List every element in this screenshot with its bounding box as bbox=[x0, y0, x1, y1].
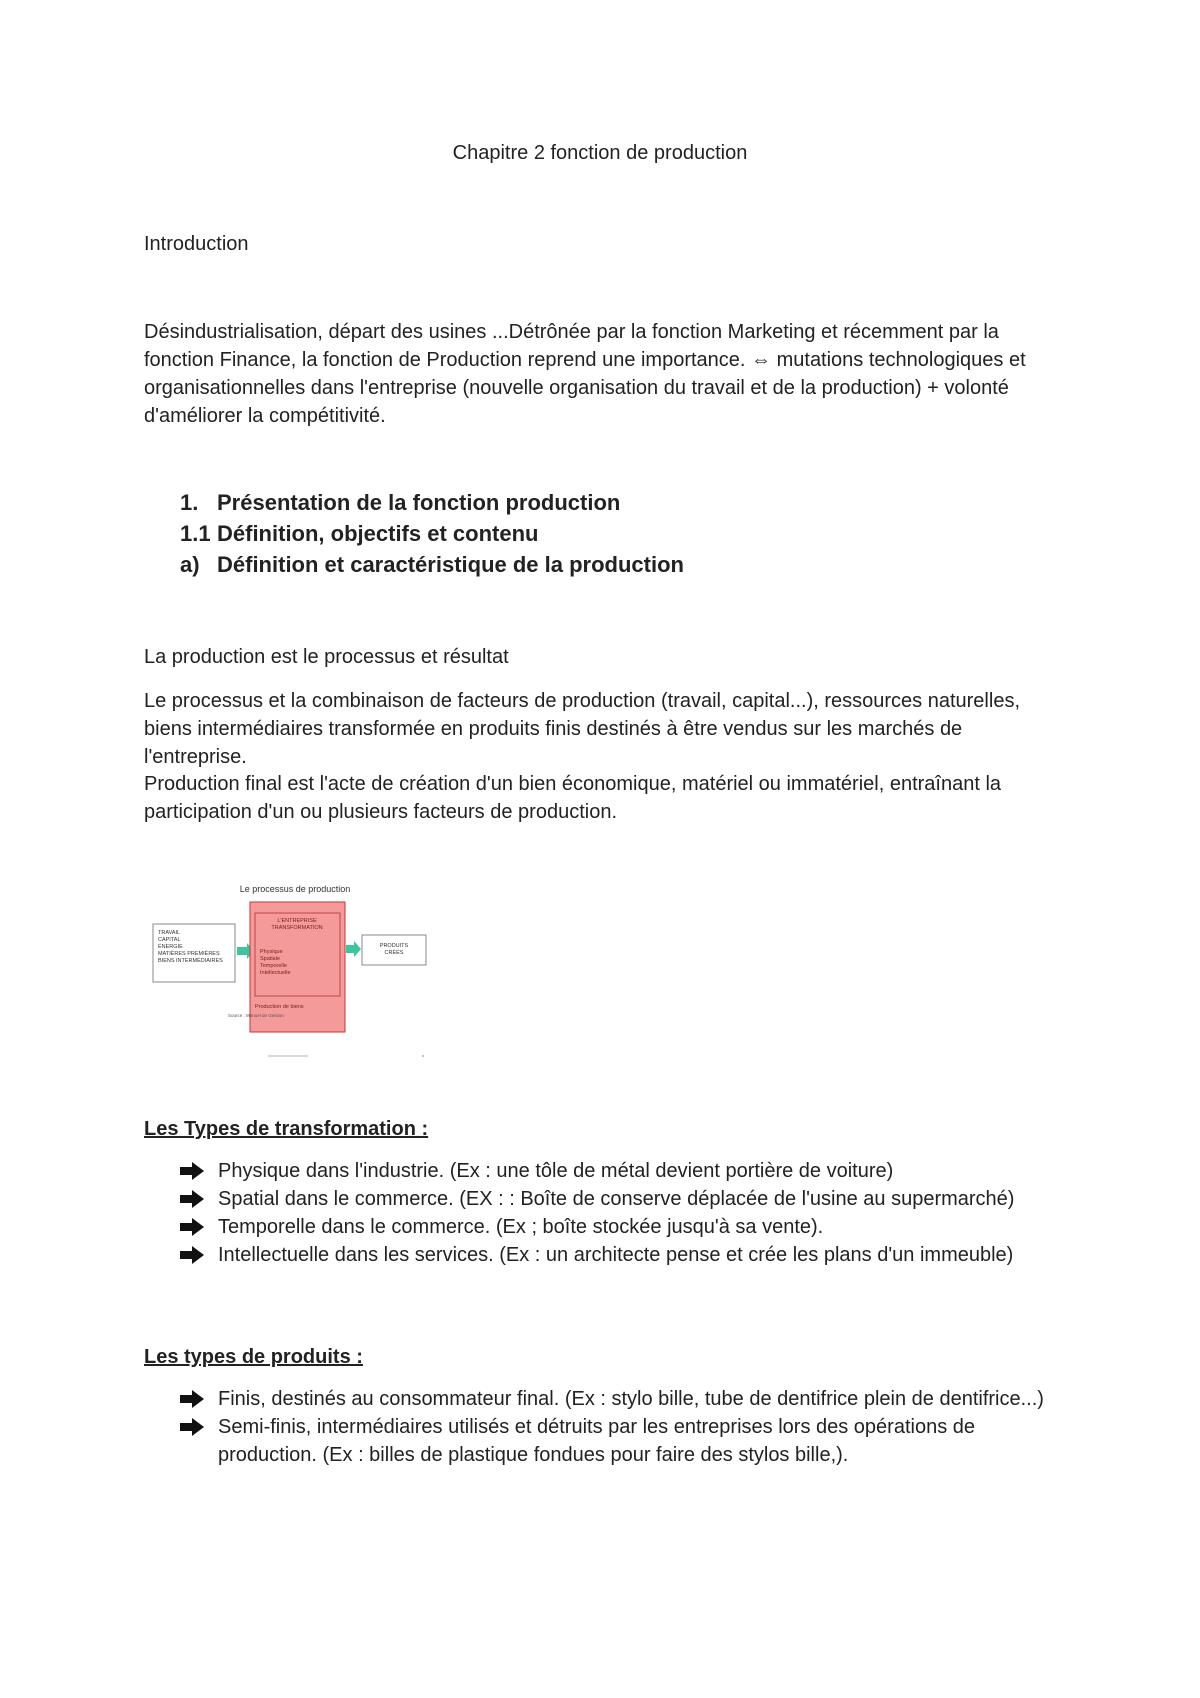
diagram-input-label: CAPITAL bbox=[158, 937, 181, 943]
heading-text: Définition, objectifs et contenu bbox=[217, 521, 539, 546]
list-item bbox=[178, 1241, 1068, 1269]
diagram-input-label: BIENS INTERMÉDIAIRES bbox=[158, 958, 223, 964]
diagram-arrow-right bbox=[346, 945, 354, 953]
diagram-input-label: ÉNERGIE bbox=[158, 944, 183, 950]
heading-number: 1.1 bbox=[180, 521, 211, 546]
production-paragraph-2: Production final est l'acte de création d'un bien économique, matériel ou immatériel, entraînant la participation d'un ou plusieurs facteurs de production. bbox=[144, 773, 1002, 823]
diagram-center-item: Physique bbox=[260, 949, 283, 955]
list-item-text: Finis, destinés au consommateur final. (Ex : stylo bille, tube de dentifrice plein de dentifrice...) bbox=[218, 1388, 1044, 1410]
arrow-bullet-icon bbox=[180, 1390, 204, 1408]
heading-1 bbox=[180, 487, 620, 518]
list-item bbox=[178, 1413, 1068, 1469]
list-item bbox=[178, 1213, 1068, 1241]
heading-text: Présentation de la fonction production bbox=[217, 490, 621, 515]
transformation-types-title: Les Types de transformation : bbox=[144, 1118, 429, 1140]
product-types-title: Les types de produits : bbox=[144, 1346, 363, 1368]
list-item bbox=[178, 1385, 1068, 1413]
diagram-input-label: MATIÈRES PREMIÈRES bbox=[158, 951, 220, 957]
arrow-bullet-icon bbox=[180, 1190, 204, 1208]
diagram-arrow-right-head bbox=[354, 941, 361, 957]
arrow-bullet-icon bbox=[180, 1418, 204, 1436]
diagram-caption: Le processus de production bbox=[239, 884, 351, 894]
heading-a bbox=[180, 549, 684, 580]
diagram-center-item: Temporelle bbox=[260, 963, 287, 969]
diagram-center-item: Intellectuelle bbox=[260, 970, 291, 976]
page-title: Chapitre 2 fonction de production bbox=[452, 142, 748, 164]
list-item-text: Semi-finis, intermédiaires utilisés et détruits par les entreprises lors des opérations de production. (Ex : billes de plastique fondues pour faire des stylos bille,). bbox=[218, 1416, 976, 1466]
heading-1-1 bbox=[180, 518, 538, 549]
diagram-center-label: L'ENTREPRISE bbox=[277, 918, 317, 924]
transformation-types-list bbox=[178, 1157, 1068, 1269]
list-item-text: Temporelle dans le commerce. (Ex ; boîte stockée jusqu'à sa vente). bbox=[218, 1216, 824, 1238]
intro-heading: Introduction bbox=[144, 233, 249, 255]
production-paragraph-1: Le processus et la combinaison de facteurs de production (travail, capital...), ressources naturelles, biens intermédiaires transformée en produits finis destinés à être vendus sur les marchés de l'entreprise. bbox=[144, 690, 1020, 768]
list-item-text: Physique dans l'industrie. (Ex : une tôle de métal devient portière de voiture) bbox=[218, 1160, 894, 1182]
arrow-bullet-icon bbox=[180, 1162, 204, 1180]
diagram-center-bottom: Production de biens bbox=[255, 1004, 304, 1010]
heading-text: Définition et caractéristique de la production bbox=[217, 552, 684, 577]
diagram-center-item: Spatiale bbox=[260, 956, 280, 962]
heading-number: 1. bbox=[180, 490, 199, 515]
intro-paragraph: Désindustrialisation, départ des usines ...Détrônée par la fonction Marketing et récemment par la fonction Finance, la fonction de Production reprend une importance. ⇔ mutations technologiques et organisationnelles dans l'entreprise (nouvelle organisation du travail et de la production) + volonté d'améliorer la compétitivité. bbox=[144, 321, 1026, 427]
diagram-output-label: PRODUITS bbox=[379, 943, 409, 949]
product-types-list bbox=[178, 1385, 1068, 1469]
diagram-arrow-left bbox=[237, 947, 247, 955]
arrow-bullet-icon bbox=[180, 1218, 204, 1236]
production-process-diagram bbox=[150, 880, 430, 1065]
list-item bbox=[178, 1157, 1068, 1185]
production-definition-line: La production est le processus et résultat bbox=[144, 646, 509, 668]
list-item bbox=[178, 1185, 1068, 1213]
heading-number: a) bbox=[180, 552, 200, 577]
diagram-footer-dot bbox=[422, 1055, 424, 1057]
diagram-source: Source : Manuel de Gestion bbox=[228, 1013, 284, 1018]
diagram-input-label: TRAVAIL bbox=[158, 930, 181, 936]
arrow-bullet-icon bbox=[180, 1246, 204, 1264]
diagram-center-label: TRANSFORMATION bbox=[271, 925, 323, 931]
diagram-output-label: CRÉÉS bbox=[384, 950, 404, 956]
list-item-text: Spatial dans le commerce. (EX : : Boîte de conserve déplacée de l'usine au supermarché) bbox=[218, 1188, 1015, 1210]
list-item-text: Intellectuelle dans les services. (Ex : un architecte pense et crée les plans d'un immeuble) bbox=[218, 1244, 1014, 1266]
